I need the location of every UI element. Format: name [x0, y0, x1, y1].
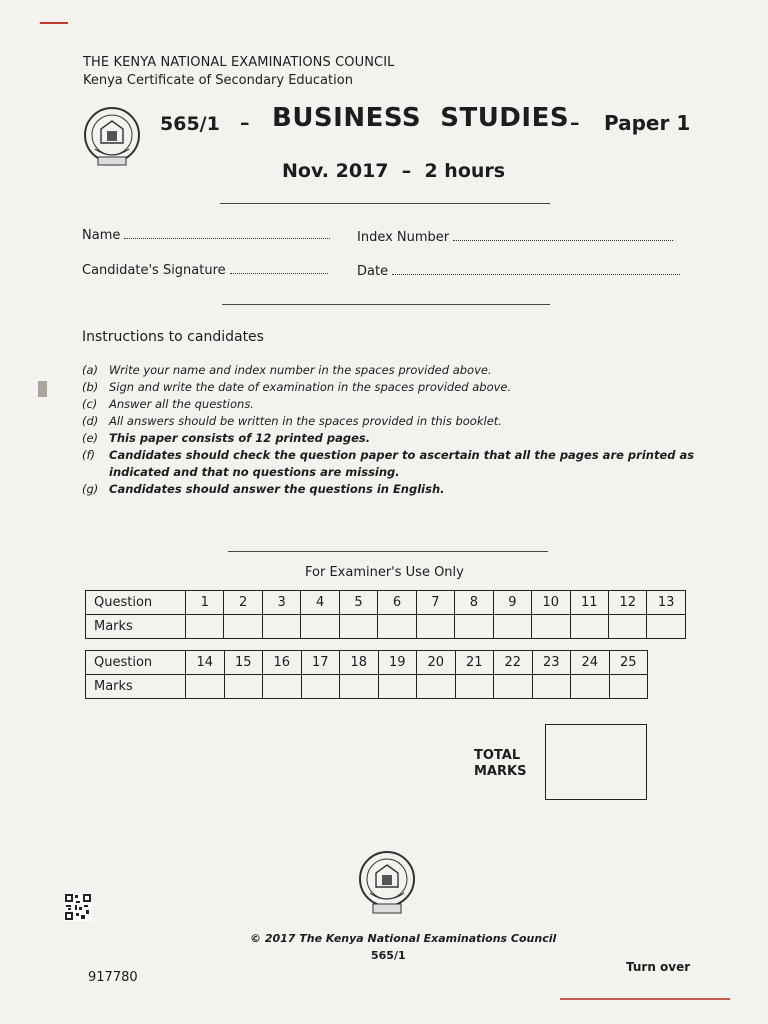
marks-cell[interactable]	[647, 615, 685, 639]
instruction-item: (f) Candidates should check the question paper to ascertain that all the pages are printed as	[82, 448, 695, 462]
marks-row	[86, 615, 686, 639]
marks-cell[interactable]	[532, 675, 571, 699]
date-label: Date	[357, 264, 389, 279]
title-dash: –	[570, 112, 580, 134]
marks-cell[interactable]	[224, 675, 263, 699]
name-label: Name	[82, 228, 121, 243]
question-number: 23	[532, 651, 571, 675]
question-number: 3	[262, 591, 300, 615]
question-number: 8	[455, 591, 493, 615]
marks-cell[interactable]	[570, 615, 608, 639]
copyright-text: © 2017 The Kenya National Examinations Council	[250, 932, 557, 945]
index-number-label: Index Number	[357, 230, 450, 245]
question-number: 15	[224, 651, 263, 675]
question-number: 21	[455, 651, 494, 675]
question-number: 12	[608, 591, 646, 615]
examiner-use-title: For Examiner's Use Only	[305, 565, 464, 580]
serial-number: 917780	[88, 970, 138, 985]
question-number: 2	[224, 591, 262, 615]
date-field[interactable]	[357, 264, 680, 279]
subject-title: BUSINESS STUDIES	[272, 103, 570, 133]
marks-cell[interactable]	[608, 615, 646, 639]
total-marks-label: TOTAL MARKS	[474, 748, 527, 779]
instructions-title: Instructions to candidates	[82, 329, 264, 345]
total-marks-box[interactable]	[545, 724, 647, 800]
red-mark-bottom	[560, 998, 730, 1000]
question-number: 9	[493, 591, 531, 615]
question-row	[86, 651, 648, 675]
question-number: 22	[494, 651, 533, 675]
instruction-item: (e) This paper consists of 12 printed pages.	[82, 431, 371, 445]
red-mark-top	[40, 22, 68, 24]
marks-cell[interactable]	[340, 675, 379, 699]
instruction-item: (g) Candidates should answer the questions in English.	[82, 482, 445, 496]
question-row	[86, 591, 686, 615]
marks-cell[interactable]	[262, 615, 300, 639]
knec-seal-logo	[81, 105, 143, 171]
instruction-item: (a) Write your name and index number in the spaces provided above.	[82, 363, 492, 377]
question-number: 6	[378, 591, 416, 615]
marks-cell[interactable]	[571, 675, 610, 699]
divider	[222, 304, 550, 305]
knec-seal-logo	[356, 849, 418, 919]
marks-cell[interactable]	[339, 615, 377, 639]
marks-table-1	[85, 590, 686, 639]
marks-cell[interactable]	[378, 675, 417, 699]
signature-field[interactable]	[82, 263, 328, 278]
instruction-item: (c) Answer all the questions.	[82, 397, 254, 411]
instructions-list	[82, 362, 695, 498]
certificate-name: Kenya Certificate of Secondary Education	[83, 73, 353, 88]
title-dash: –	[240, 112, 250, 134]
turn-over-text: Turn over	[626, 960, 691, 974]
marks-cell[interactable]	[416, 615, 454, 639]
marks-label: Marks	[86, 615, 186, 639]
divider	[228, 551, 548, 552]
council-name: THE KENYA NATIONAL EXAMINATIONS COUNCIL	[83, 55, 395, 70]
question-number: 11	[570, 591, 608, 615]
question-number: 1	[186, 591, 224, 615]
instruction-item: indicated and that no questions are missing.	[109, 465, 400, 479]
signature-label: Candidate's Signature	[82, 263, 226, 278]
marks-cell[interactable]	[494, 675, 533, 699]
footer-paper-code: 565/1	[371, 949, 406, 962]
marks-cell[interactable]	[378, 615, 416, 639]
marks-cell[interactable]	[455, 615, 493, 639]
name-field[interactable]	[82, 228, 330, 243]
question-number: 16	[263, 651, 302, 675]
marks-row	[86, 675, 648, 699]
marks-cell[interactable]	[301, 675, 340, 699]
marks-cell[interactable]	[532, 615, 570, 639]
instruction-item: (d) All answers should be written in the spaces provided in this booklet.	[82, 414, 502, 428]
divider	[220, 203, 550, 204]
question-number: 18	[340, 651, 379, 675]
paper-code: 565/1	[160, 113, 220, 135]
question-label: Question	[86, 591, 186, 615]
question-number: 10	[532, 591, 570, 615]
marks-cell[interactable]	[493, 615, 531, 639]
question-number: 14	[186, 651, 225, 675]
marks-cell[interactable]	[186, 675, 225, 699]
qr-code-icon	[64, 893, 92, 921]
question-number: 7	[416, 591, 454, 615]
question-number: 20	[417, 651, 456, 675]
marks-cell[interactable]	[263, 675, 302, 699]
question-number: 25	[609, 651, 648, 675]
marks-cell[interactable]	[609, 675, 648, 699]
scan-mark	[38, 381, 47, 397]
marks-cell[interactable]	[455, 675, 494, 699]
marks-cell[interactable]	[224, 615, 262, 639]
question-number: 5	[339, 591, 377, 615]
question-number: 17	[301, 651, 340, 675]
marks-cell[interactable]	[417, 675, 456, 699]
marks-label: Marks	[86, 675, 186, 699]
question-number: 4	[301, 591, 339, 615]
marks-cell[interactable]	[186, 615, 224, 639]
index-number-field[interactable]	[357, 230, 673, 245]
exam-date-duration: Nov. 2017 – 2 hours	[282, 160, 506, 182]
question-label: Question	[86, 651, 186, 675]
paper-number: Paper 1	[604, 111, 691, 135]
question-number: 24	[571, 651, 610, 675]
instruction-item: (b) Sign and write the date of examination in the spaces provided above.	[82, 380, 512, 394]
question-number: 13	[647, 591, 685, 615]
marks-cell[interactable]	[301, 615, 339, 639]
question-number: 19	[378, 651, 417, 675]
marks-table-2	[85, 650, 648, 699]
